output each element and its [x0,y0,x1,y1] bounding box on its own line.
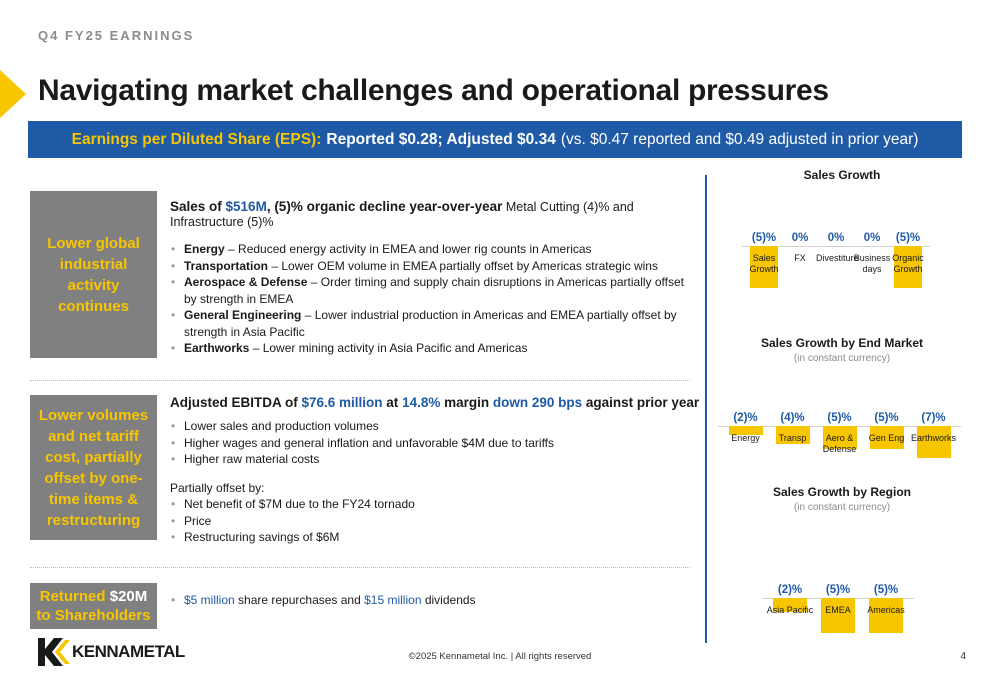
offset-label: Partially offset by: [170,480,265,495]
sales-value: $516M [225,199,267,214]
ebitda-value: $76.6 million [301,395,383,410]
chart-title [722,336,962,366]
section-box-ebitda-label: Lower volumes and net tariff cost, partially offset by one-time items & restructuring [38,406,149,529]
list-item [170,592,700,609]
logo-wordmark: KENNAMETAL [72,642,185,661]
chart-category-label: Organic Growth [892,253,924,274]
chart-value-label: (5)% [895,232,921,244]
chart-value-label: (5)% [751,232,777,244]
bullet-text: – Lower mining activity in Asia Pacific and Americas [249,341,528,355]
chart-value-label: (5)% [827,412,852,424]
ebitda-headline-margin: margin [440,395,493,410]
list-item [170,241,700,258]
sales-bullets [170,241,700,357]
buyback-value: $5 million [184,593,235,607]
ebitda-headline [170,395,700,410]
chart-category-label: EMEA [825,605,851,615]
bullet-bold: General Engineering [184,308,302,322]
eps-comparison: (vs. $0.47 reported and $0.49 adjusted in prior year) [560,130,919,148]
chart-category-label: Earthworks [910,433,956,443]
slide-kicker: Q4 FY25 EARNINGS [38,28,195,43]
chart-title-text: Sales Growth [803,168,881,182]
sales-headline-prefix: Sales of [170,199,226,214]
sales-headline-mid: , (5)% organic decline year-over-year [266,199,503,214]
list-item: • Higher raw material costs [170,451,700,468]
section-box-sales-label: Lower global industrial activity continues [47,234,140,315]
bullet-bold: Earthworks [184,341,250,355]
chart-category-label: Gen Eng [868,433,905,443]
divider [30,567,690,568]
list-item [170,307,700,340]
ebitda-section [170,395,700,546]
shareholder-bullets [170,592,700,609]
shareholder-section [170,592,700,609]
chart-category-label: Sales Growth [749,253,779,274]
chart-value-label: 0% [791,232,809,244]
shareholder-prefix: Returned [39,588,110,605]
chart-value-label: (5)% [873,584,899,596]
list-item: • Net benefit of $7M due to the FY24 tornado [170,496,700,513]
chart-category-label: Americas [867,605,905,615]
chart-category-label: Aero & Defense [822,433,857,454]
bullet-text: – Lower industrial production in Americas and EMEA partially offset by strength in Asia Pacific [184,308,677,339]
chart-value-label: (2)% [777,584,803,596]
chart-category-label: FX [794,253,806,263]
chart-value-label: (2)% [733,412,758,424]
chart-subtitle: (in constant currency) [793,353,891,364]
bullet-text: – Lower OEM volume in EMEA partially offset by Americas strategic wins [268,258,658,273]
dividend-value: $15 million [364,593,422,607]
sales-headline-tail: Metal Cutting (4)% and Infrastructure (5)% [170,200,634,229]
chart-category-label: Divestiture [816,253,859,263]
chart-title-text: Sales Growth by Region [772,485,912,499]
eps-label: Earnings per Diluted Share (EPS): [71,130,322,148]
chart-value-label: (5)% [825,584,851,596]
eps-reported-adjusted: Reported $0.28; Adjusted $0.34 [326,130,556,148]
section-box-shareholders [30,583,157,629]
sales-headline [170,199,700,229]
chart-title-text: Sales Growth by End Market [760,336,924,350]
ebitda-headline-tail: against prior year [582,395,700,410]
buyback-text: share repurchases and [234,593,365,607]
list-item: • Price [170,513,700,530]
chart-value-label: 0% [827,232,845,244]
list-item [170,340,700,357]
footer-copyright: ©2025 Kennametal Inc. | All rights reserved [408,651,592,662]
chart-title [722,485,962,515]
vertical-divider [705,175,707,643]
chevron-icon [0,70,26,118]
bullet-bold: Energy [184,242,225,256]
dividend-text: dividends [421,593,476,607]
list-item: • Restructuring savings of $6M [170,529,700,546]
chart-value-label: (5)% [874,412,899,424]
region-chart [722,485,962,645]
list-item [170,274,700,307]
shareholder-suffix: to Shareholders [36,607,151,624]
list-item: • Higher wages and general inflation and unfavorable $4M due to tariffs [170,435,700,452]
chart-title [722,168,962,183]
bullet-text: – Order timing and supply chain disruptions in Americas partially offset by strength in EMEA [184,275,685,306]
ebitda-decline: down 290 bps [492,395,583,410]
section-box-shareholders-label [36,587,150,625]
shareholder-value: $20M [109,588,148,605]
section-box-sales [30,191,157,358]
bullet-bold: Transportation [184,258,269,273]
ebitda-margin: 14.8% [402,395,441,410]
bullet-bold: Aerospace & Defense [184,275,308,289]
list-item: • Lower sales and production volumes [170,418,700,435]
end-market-chart [722,336,962,496]
section-box-ebitda [30,395,157,540]
chart-category-label: Business days [853,253,891,274]
sales-growth-chart [722,168,962,328]
chart-category-label: Energy [731,433,760,443]
ebitda-headline-at: at [382,395,403,410]
offset-bullets [170,496,700,546]
chart-category-label: Transp [778,433,807,443]
bullet-text: – Reduced energy activity in EMEA and lower rig counts in Americas [224,242,592,256]
chart-value-label: (7)% [921,412,946,424]
chart-value-label: 0% [863,232,881,244]
chart-subtitle: (in constant currency) [793,502,891,513]
eps-banner [28,121,962,158]
page-number: 4 [960,651,966,662]
ebitda-headline-prefix: Adjusted EBITDA of [170,395,302,410]
list-item [170,258,700,275]
divider [30,380,690,381]
chart-category-label: Asia Pacific [766,605,814,615]
page-title: Navigating market challenges and operational pressures [38,74,829,107]
ebitda-bullets [170,418,700,468]
chart-value-label: (4)% [780,412,805,424]
sales-section [170,199,700,357]
